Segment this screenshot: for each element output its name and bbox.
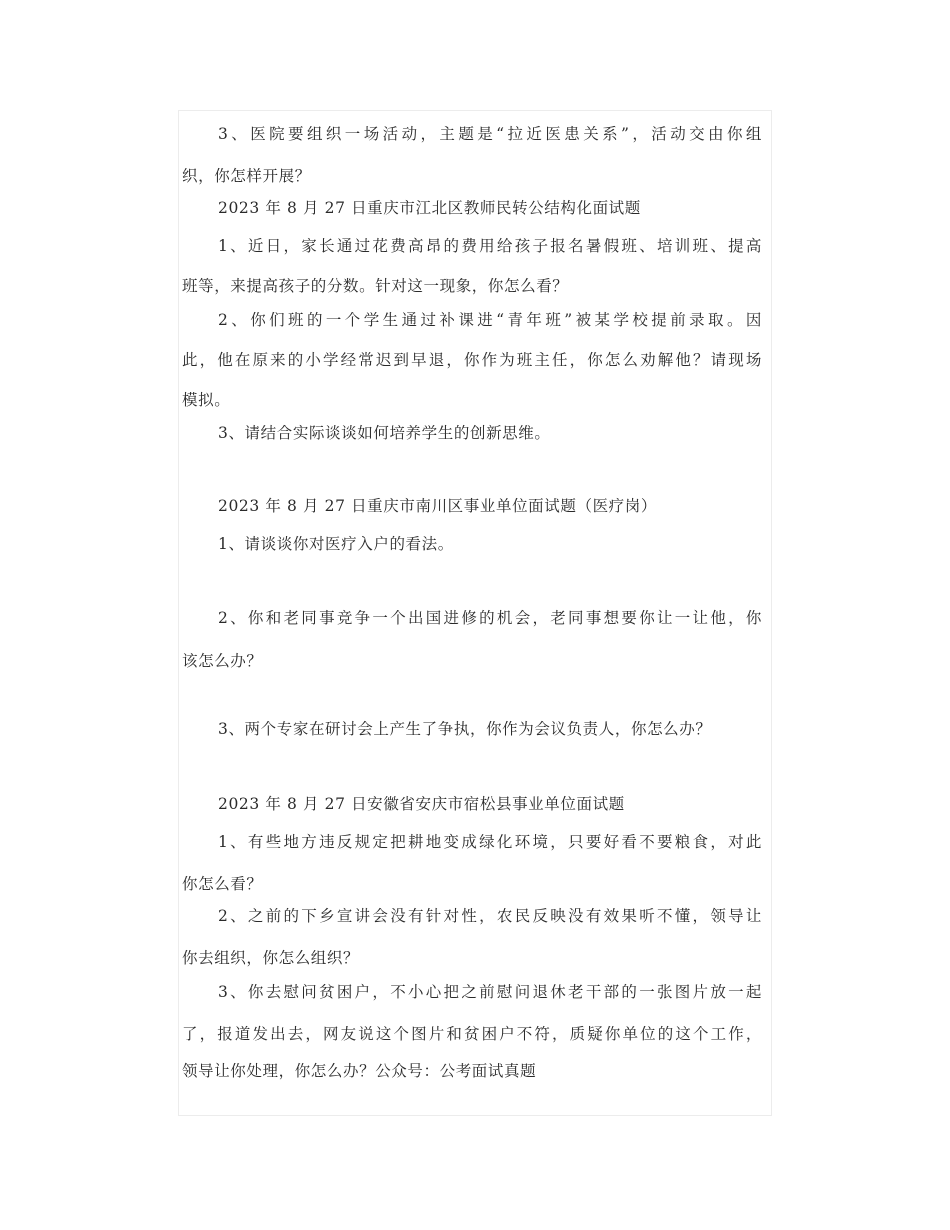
question-paragraph: 1、请谈谈你对医疗入户的看法。 [218,535,454,553]
question-paragraph: 模拟。 [182,391,231,409]
question-paragraph: 织，你怎样开展？ [182,167,311,185]
section-heading: 2023 年 8 月 27 日重庆市南川区事业单位面试题（医疗岗） [218,497,657,515]
question-paragraph: 3、两个专家在研讨会上产生了争执，你作为会议负责人，你怎么办？ [218,720,712,738]
section-heading: 2023 年 8 月 27 日安徽省安庆市宿松县事业单位面试题 [218,795,625,813]
question-paragraph: 你去组织，你怎么组织？ [182,949,360,967]
question-paragraph: 2、之前的下乡宣讲会没有针对性，农民反映没有效果听不懂，领导让 [218,907,762,925]
section-heading: 2023 年 8 月 27 日重庆市江北区教师民转公结构化面试题 [218,199,641,217]
question-paragraph: 2、你和老同事竞争一个出国进修的机会，老同事想要你让一让他，你 [218,609,762,627]
question-paragraph: 此，他在原来的小学经常迟到早退，你作为班主任，你怎么劝解他？请现场 [182,351,762,369]
question-paragraph: 了，报道发出去，网友说这个图片和贫困户不符，质疑你单位的这个工作， [182,1025,762,1043]
question-paragraph: 1、近日，家长通过花费高昂的费用给孩子报名暑假班、培训班、提高 [218,237,762,255]
question-paragraph: 3、请结合实际谈谈如何培养学生的创新思维。 [218,424,551,442]
question-paragraph: 你怎么看？ [182,875,263,893]
question-paragraph: 领导让你处理，你怎么办？公众号：公考面试真题 [182,1062,537,1080]
question-paragraph: 班等，来提高孩子的分数。针对这一现象，你怎么看？ [182,277,569,295]
question-paragraph: 3、你去慰问贫困户，不小心把之前慰问退休老干部的一张图片放一起 [218,983,762,1001]
question-paragraph: 1、有些地方违反规定把耕地变成绿化环境，只要好看不要粮食，对此 [218,833,762,851]
question-paragraph: 3、医院要组织一场活动，主题是“拉近医患关系”，活动交由你组 [218,125,762,143]
question-paragraph: 2、你们班的一个学生通过补课进“青年班”被某学校提前录取。因 [218,311,762,329]
question-paragraph: 该怎么办？ [182,652,263,670]
